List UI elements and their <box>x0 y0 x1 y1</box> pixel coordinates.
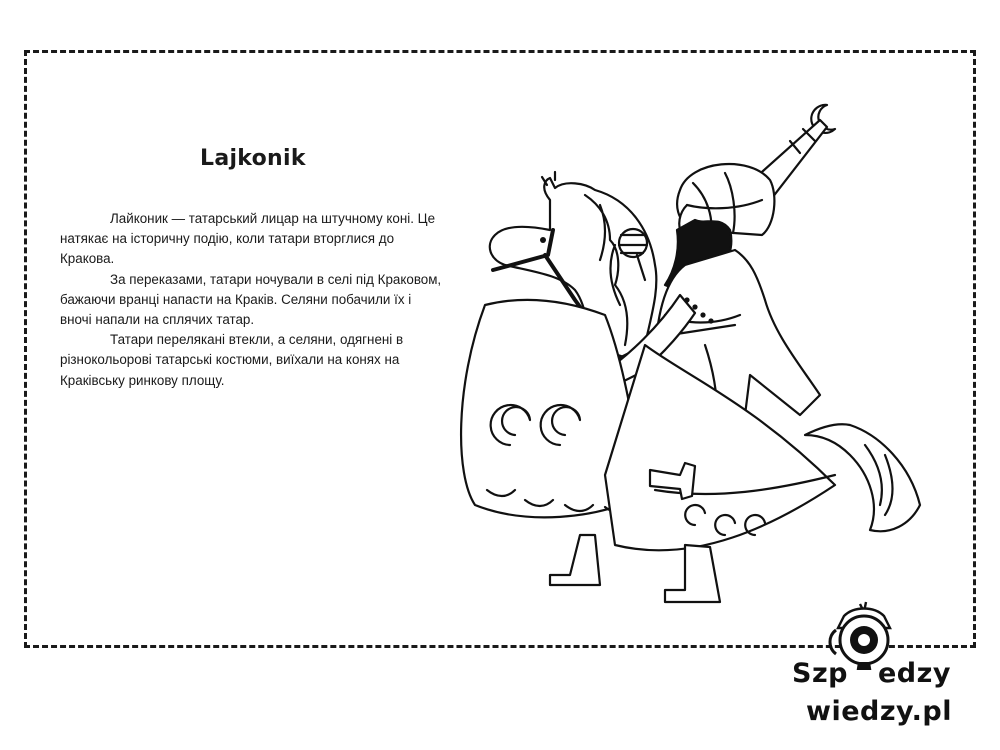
lajkonik-rider-icon <box>455 95 975 625</box>
logo-text-line1-right: edzy <box>878 658 951 689</box>
logo-text-line2: wiedzy.pl <box>806 696 953 727</box>
story-paragraph-3: Татари перелякані втекли, а селяни, одягнені в різнокольорові татарські костюми, виїхали на конях на Краківську ринкову площу. <box>60 332 404 388</box>
page-title: Lajkonik <box>200 146 306 171</box>
logo-text-line1-left: Szp <box>792 658 848 689</box>
story-text <box>60 209 445 391</box>
szpiedzy-wiedzy-logo[interactable] <box>792 598 972 738</box>
story-paragraph-2: За переказами, татари ночували в селі під Краковом, бажаючи вранці напасти на Краків. Селяни побачили їх і вночі напали на сплячих татар. <box>60 271 442 328</box>
story-paragraph-1: Лайконик — татарський лицар на штучному коні. Це натякає на історичну подію, коли татари вторглися до Кракова. <box>60 211 436 267</box>
